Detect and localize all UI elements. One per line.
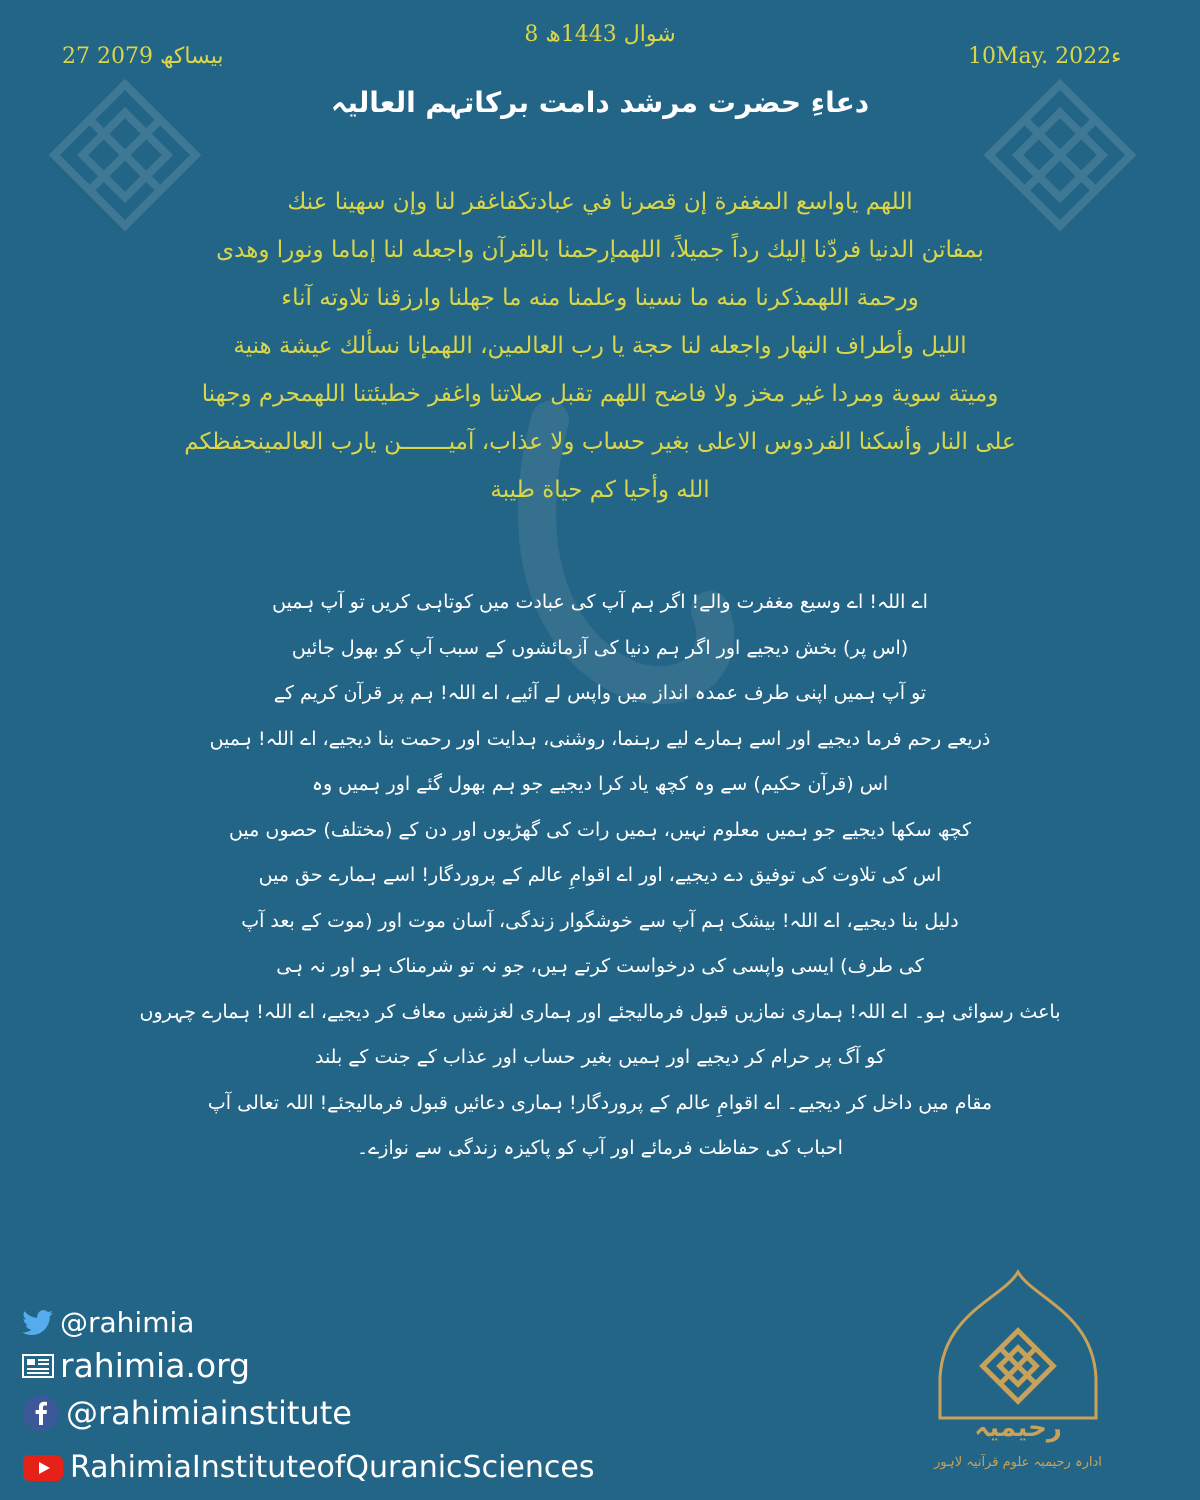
- website-link[interactable]: [22, 1346, 250, 1385]
- page-title: دعاءِ حضرت مرشد دامت برکاتہم العالیہ: [330, 86, 870, 119]
- arabic-line: على النار وأسكنا الفردوس الاعلى بغير حساب ولا عذاب، آميـــــــن يارب العالمينحفظكم: [184, 429, 1016, 455]
- knot-emblem: [983, 1331, 1054, 1402]
- urdu-line: تو آپ ہمیں اپنی طرف عمدہ انداز میں واپس لے آئیے، اے اللہ! ہم پر قرآن کریم کے: [273, 682, 927, 704]
- arabic-line: بمفاتن الدنيا فردّنا إليك رداً جميلاً، اللهمإرحمنا بالقرآن واجعله لنا إماما ونورا وهدى: [216, 237, 984, 263]
- urdu-line: کچھ سکھا دیجیے جو ہمیں معلوم نہیں، ہمیں رات کی گھڑیوں اور دن کے (مختلف) حصوں میں: [228, 818, 972, 841]
- arabic-line: الله وأحيا كم حياة طيبة: [490, 477, 710, 503]
- twitter-icon: [22, 1310, 54, 1336]
- urdu-translation-text: [90, 580, 1110, 1172]
- urdu-line: دلیل بنا دیجیے، اے اللہ! بیشک ہم آپ سے خوشگوار زندگی، آسان موت اور (موت کے بعد آپ: [241, 909, 959, 932]
- arabic-line: اللهم ياواسع المغفرة إن قصرنا في عبادتكفاغفر لنا وإن سهينا عنك: [287, 189, 913, 215]
- twitter-handle[interactable]: [22, 1306, 194, 1339]
- logo-wordmark: رحیمیہ: [974, 1413, 1062, 1443]
- website-icon: [22, 1352, 54, 1380]
- institute-logo: [918, 1268, 1118, 1483]
- urdu-line: کو آگ پر حرام کر دیجیے اور ہمیں بغیر حساب اور عذاب کے جنت کے بلند: [314, 1046, 886, 1068]
- urdu-line: (اس پر) بخش دیجیے اور اگر ہم دنیا کی آزمائشوں کے سبب آپ کو بھول جائیں: [291, 636, 909, 659]
- urdu-line: باعث رسوائی ہو۔ اے اللہ! ہماری نمازیں قبول فرمالیجئے اور ہماری لغزشیں معاف کر دیجیے، اے اللہ! ہمارے چہروں: [139, 1000, 1061, 1023]
- date-hijri: 8 شوال 1443ھ: [524, 22, 676, 47]
- arabic-prayer-text: [90, 178, 1110, 514]
- urdu-line: اس (قرآن حکیم) سے وہ کچھ یاد کرا دیجیے جو ہم بھول گئے اور ہمیں وہ: [311, 773, 889, 795]
- arabic-line: ورحمة اللهمذكرنا منه ما نسينا وعلمنا منه ما جهلنا وارزقنا تلاوته آناء: [281, 285, 919, 311]
- arabic-line: الليل وأطراف النهار واجعله لنا حجة يا رب العالمين، اللهمإنا نسألك عيشة هنية: [233, 333, 967, 359]
- facebook-handle[interactable]: [22, 1394, 352, 1432]
- urdu-line: مقام میں داخل کر دیجیے۔ اے اقوامِ عالم کے پروردگار! ہماری دعائیں قبول فرمالیجئے! اللہ تعالی آپ: [207, 1091, 993, 1114]
- urdu-line: اس کی تلاوت کی توفیق دے دیجیے، اور اے اقوامِ عالم کے پروردگار! اسے ہمارے حق میں: [258, 864, 942, 886]
- arabic-line: وميتة سوية ومردا غير مخز ولا فاضح اللهم تقبل صلاتنا واغفر خطيئتنا اللهمحرم وجهنا: [201, 381, 999, 407]
- youtube-icon: [22, 1453, 64, 1483]
- youtube-channel[interactable]: [22, 1450, 594, 1485]
- twitter-label: @rahimia: [60, 1306, 195, 1339]
- facebook-label: @rahimiainstitute: [66, 1394, 352, 1432]
- urdu-line: ذریعے رحم فرما دیجیے اور اسے ہمارے لیے رہنما، روشنی، ہدایت اور رحمت بنا دیجیے، اے اللہ! ہمیں: [209, 727, 991, 750]
- urdu-line: احباب کی حفاظت فرمائے اور آپ کو پاکیزہ زندگی سے نوازے۔: [357, 1137, 843, 1159]
- logo-subtitle: ادارہ رحیمیہ علوم قرآنیہ لاہور: [934, 1455, 1102, 1470]
- urdu-line: کی طرف) ایسی واپسی کی درخواست کرتے ہیں، جو نہ تو شرمناک ہو اور نہ ہی: [276, 955, 924, 977]
- website-label: rahimia.org: [60, 1346, 251, 1385]
- facebook-icon: [22, 1394, 60, 1432]
- date-gregorian: 10May. 2022ء: [968, 44, 1122, 69]
- youtube-label: RahimiaInstituteofQuranicSciences: [70, 1450, 595, 1485]
- urdu-line: اے اللہ! اے وسیع مغفرت والے! اگر ہم آپ کی عبادت میں کوتاہی کریں تو آپ ہمیں: [272, 591, 928, 613]
- date-bikrami: 27 بیساکھ 2079: [62, 44, 224, 69]
